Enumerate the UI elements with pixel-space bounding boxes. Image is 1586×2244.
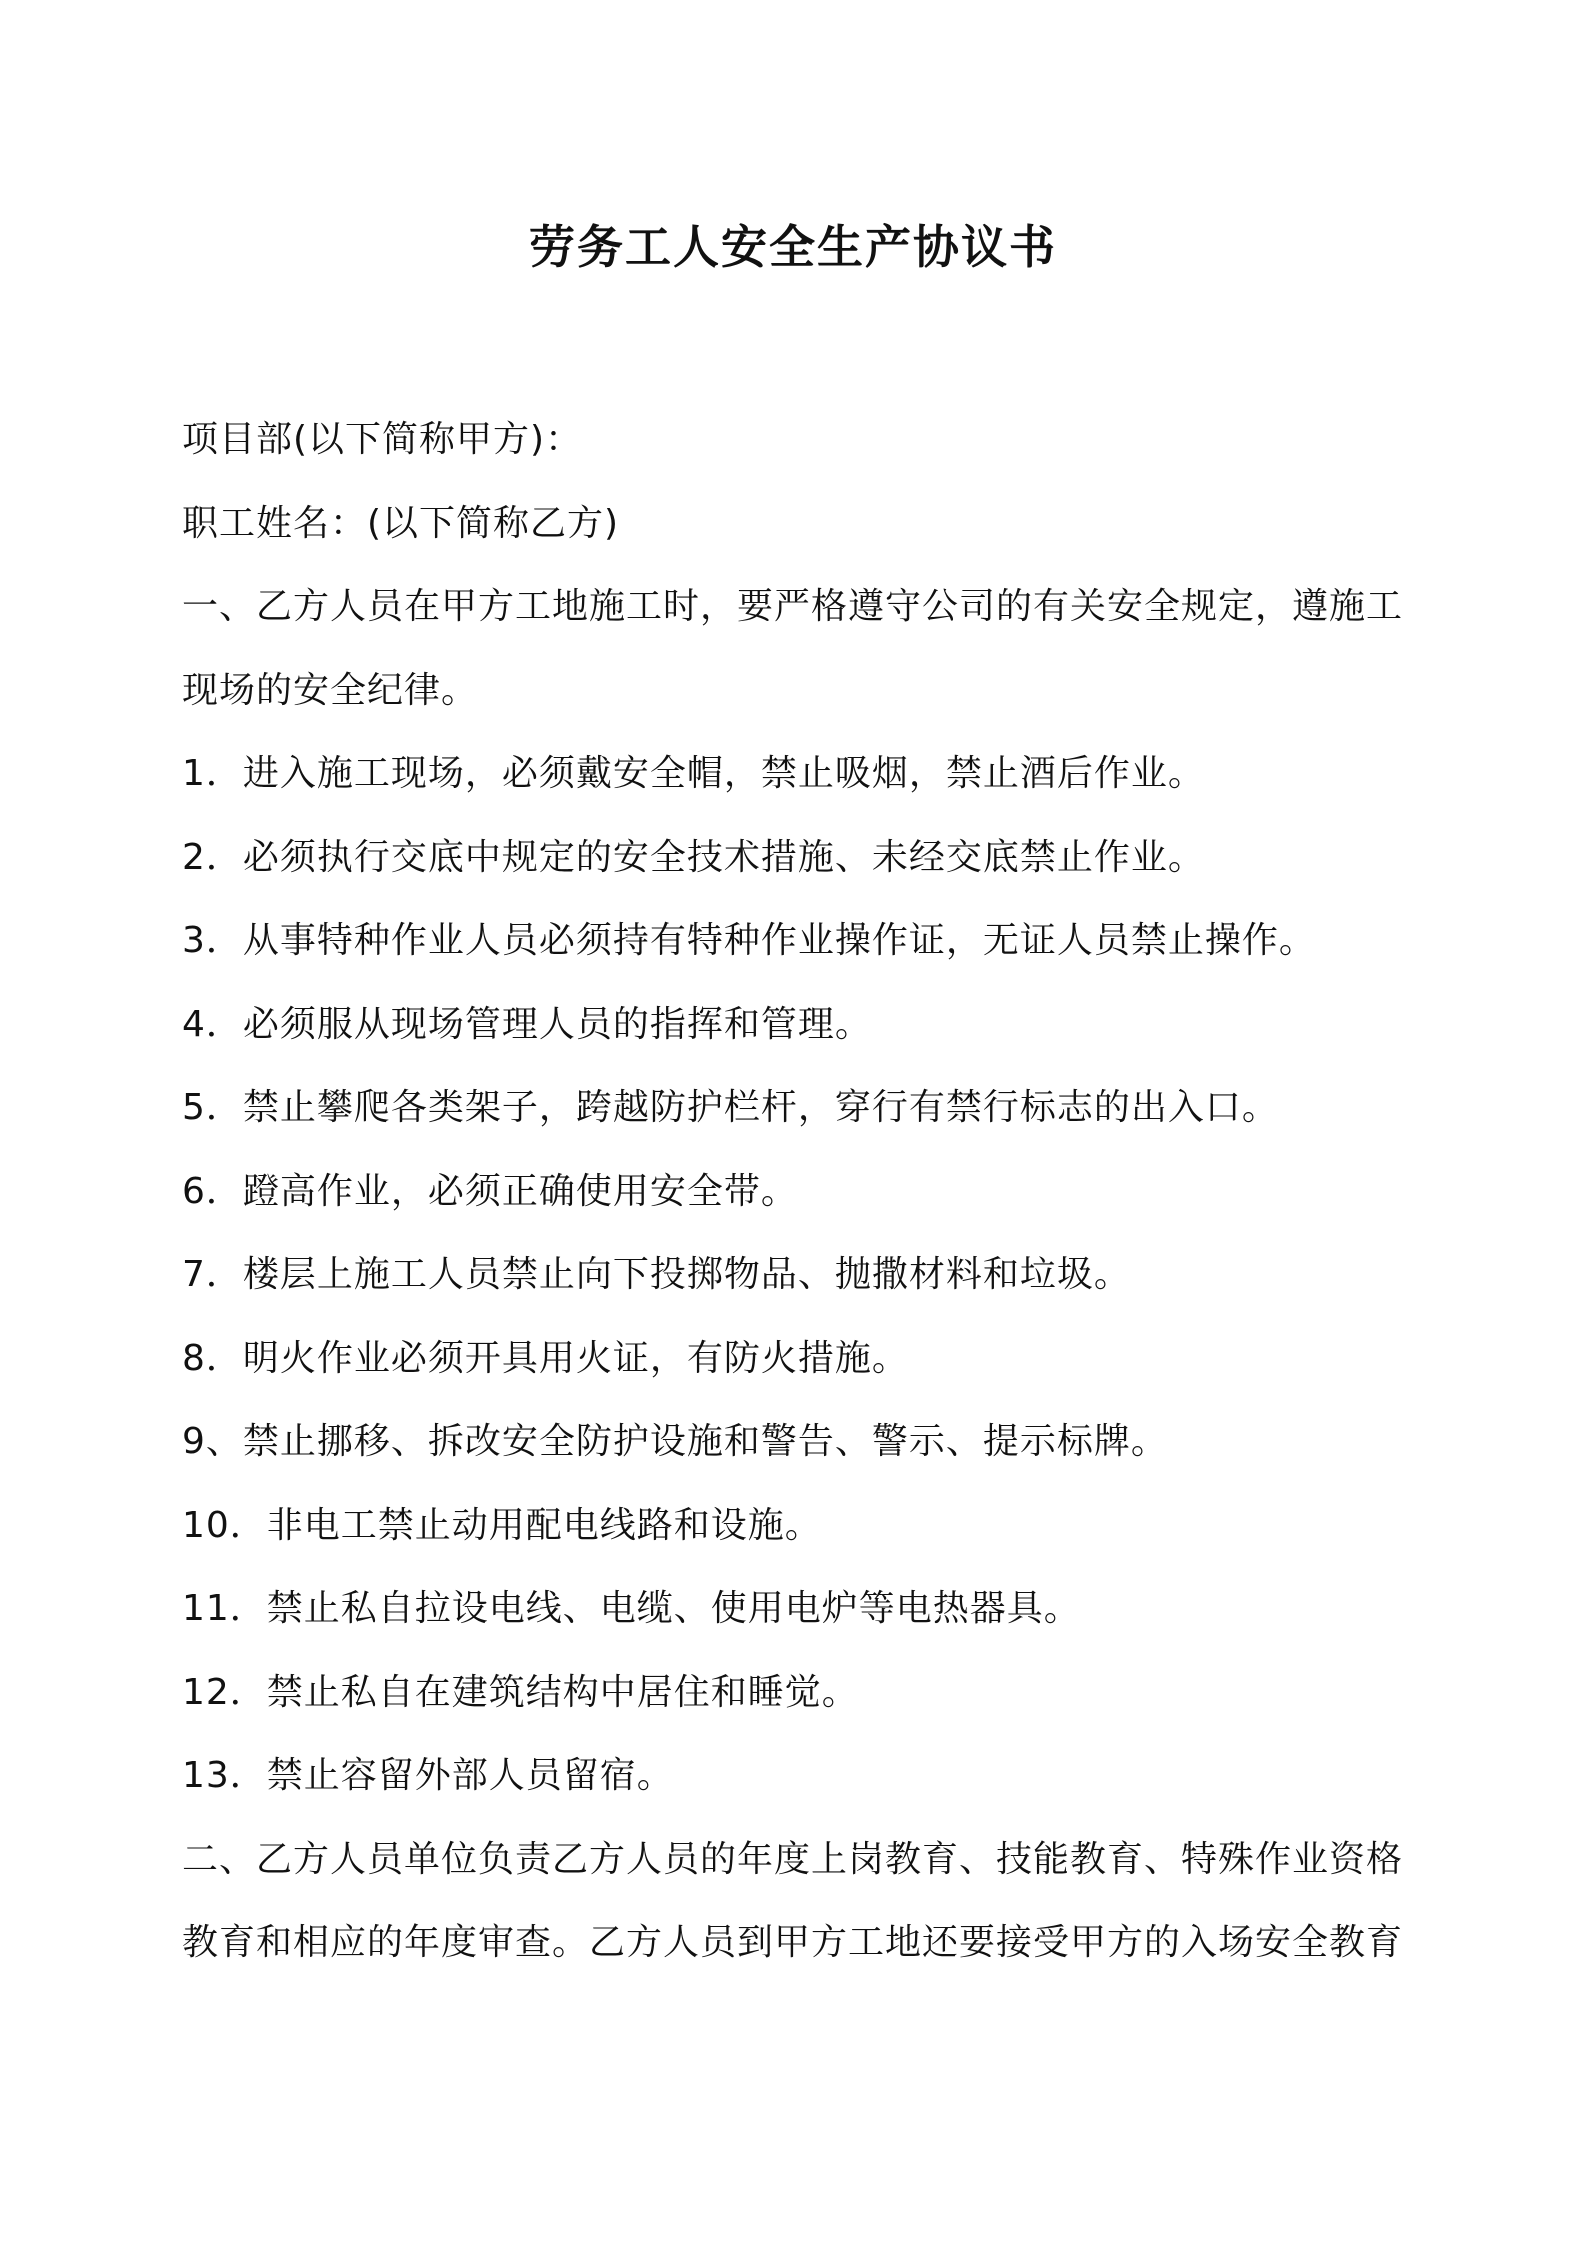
rule-item-8: 8．明火作业必须开具用火证，有防火措施。 <box>182 1337 909 1379</box>
rule-item-3: 3．从事特种作业人员必须持有特种作业操作证，无证人员禁止操作。 <box>182 920 1316 961</box>
section-2-line-2: 教育和相应的年度审查。乙方人员到甲方工地还要接受甲方的入场安全教育 <box>182 1922 1404 1963</box>
rule-item-5: 5．禁止攀爬各类架子，跨越防护栏杆，穿行有禁行标志的出入口。 <box>182 1087 1279 1128</box>
document-title: 劳务工人安全生产协议书 <box>529 220 1057 274</box>
section-2-line-1: 二、乙方人员单位负责乙方人员的年度上岗教育、技能教育、特殊作业资格 <box>182 1838 1404 1880</box>
party-a-line: 项目部(以下简称甲方)： <box>182 419 583 460</box>
rule-item-4: 4．必须服从现场管理人员的指挥和管理。 <box>182 1003 872 1045</box>
rule-item-12: 12．禁止私自在建筑结构中居住和睡觉。 <box>182 1671 859 1713</box>
rule-item-11: 11．禁止私自拉设电线、电缆、使用电炉等电热器具。 <box>182 1588 1081 1629</box>
rule-item-13: 13．禁止容留外部人员留宿。 <box>182 1755 674 1796</box>
rule-item-9: 9、禁止挪移、拆改安全防护设施和警告、警示、提示标牌。 <box>182 1421 1168 1462</box>
document-body <box>182 398 1412 1985</box>
rule-item-2: 2．必须执行交底中规定的安全技术措施、未经交底禁止作业。 <box>182 836 1205 878</box>
party-b-line: 职工姓名：(以下简称乙方) <box>182 502 620 544</box>
rule-item-7: 7．楼层上施工人员禁止向下投掷物品、抛撒材料和垃圾。 <box>182 1254 1131 1295</box>
rule-item-1: 1．进入施工现场，必须戴安全帽，禁止吸烟，禁止酒后作业。 <box>182 753 1205 794</box>
section-1-heading: 一、乙方人员在甲方工地施工时，要严格遵守公司的有关安全规定，遵施工 <box>182 586 1404 627</box>
rule-item-10: 10．非电工禁止动用配电线路和设施。 <box>182 1504 822 1546</box>
section-1-heading-cont: 现场的安全纪律。 <box>182 669 479 711</box>
rule-item-6: 6．蹬高作业，必须正确使用安全带。 <box>182 1170 798 1212</box>
